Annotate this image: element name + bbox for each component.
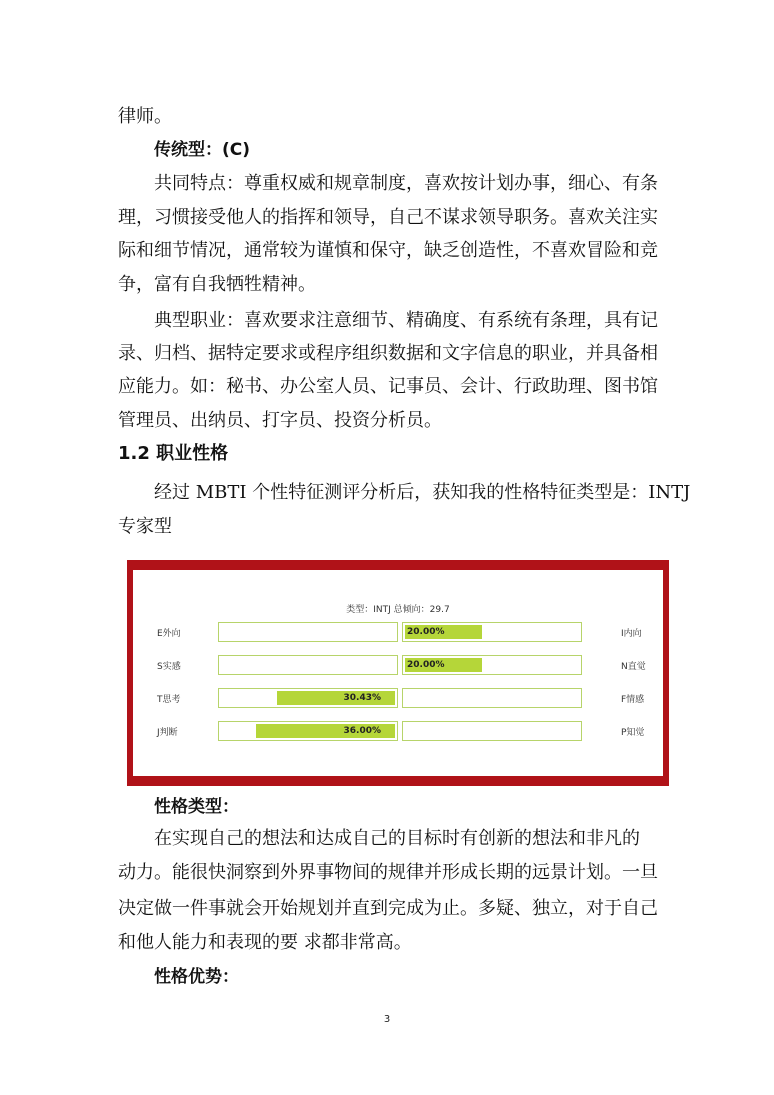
row-left-label: E外向 <box>157 629 181 639</box>
subheading-personality-strengths: 性格优势： <box>154 967 239 987</box>
paragraph-line: 典型职业：喜欢要求注意细节、精确度、有系统有条理，具有记 <box>154 310 658 331</box>
bar-left-box <box>218 721 398 741</box>
paragraph-line: 争，富有自我牺牲精神。 <box>118 274 316 295</box>
paragraph-line: 录、归档、据特定要求或程序组织数据和文字信息的职业，并具备相 <box>118 343 658 364</box>
paragraph-line: 专家型 <box>118 516 172 537</box>
row-left-label: S实感 <box>157 662 181 672</box>
chart-title: 类型：INTJ 总倾向：29.7 <box>346 605 450 615</box>
row-right-label: I内向 <box>621 629 642 639</box>
paragraph-line: 决定做一件事就会开始规划并直到完成为止。多疑、独立，对于自己 <box>118 898 658 919</box>
bar-left-box <box>218 688 398 708</box>
section-heading-conventional: 传统型：(C) <box>154 140 251 160</box>
bar-right-box <box>402 721 582 741</box>
bar-right-box <box>402 688 582 708</box>
paragraph-line: 在实现自己的想法和达成自己的目标时有创新的想法和非凡的 <box>154 828 640 849</box>
subheading-personality-type: 性格类型： <box>154 797 239 817</box>
mbti-chart <box>127 560 669 786</box>
line-1: 律师。 <box>118 106 172 127</box>
bar-left-box <box>218 622 398 642</box>
bar-right-box <box>402 655 582 675</box>
bar-left-box <box>218 655 398 675</box>
row-right-label: F情感 <box>621 695 645 705</box>
paragraph-line: 管理员、出纳员、打字员、投资分析员。 <box>118 410 442 431</box>
paragraph-line: 应能力。如：秘书、办公室人员、记事员、会计、行政助理、图书馆 <box>118 376 658 397</box>
paragraph-line: 际和细节情况，通常较为谨慎和保守，缺乏创造性，不喜欢冒险和竞 <box>118 240 658 261</box>
paragraph-line: 理，习惯接受他人的指挥和领导，自己不谋求领导职务。喜欢关注实 <box>118 207 658 228</box>
mbti-chart-panel <box>133 570 663 776</box>
paragraph-line: 经过 MBTI 个性特征测评分析后，获知我的性格特征类型是：INTJ <box>154 482 691 503</box>
page-number: 3 <box>383 1014 391 1025</box>
row-right-label: N直觉 <box>621 662 646 672</box>
bar-right-box <box>402 622 582 642</box>
bar-value-label: 30.43% <box>343 693 381 703</box>
bar-value-label: 20.00% <box>407 660 445 670</box>
bar-value-label: 20.00% <box>407 627 445 637</box>
paragraph-line: 共同特点：尊重权威和规章制度，喜欢按计划办事，细心、有条 <box>154 173 658 194</box>
row-left-label: J判断 <box>157 728 178 738</box>
paragraph-line: 动力。能很快洞察到外界事物间的规律并形成长期的远景计划。一旦 <box>118 862 658 883</box>
bar-value-label: 36.00% <box>343 726 381 736</box>
row-left-label: T思考 <box>157 695 181 705</box>
section-heading-career-personality: 1.2 职业性格 <box>118 443 229 464</box>
paragraph-line: 和他人能力和表现的要 求都非常高。 <box>118 932 412 953</box>
row-right-label: P知觉 <box>621 728 645 738</box>
